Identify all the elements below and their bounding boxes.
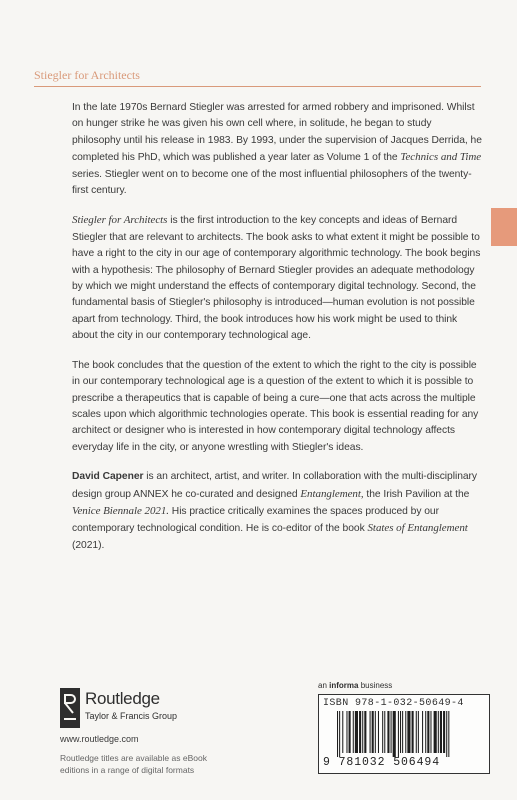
publisher-group: Taylor & Francis Group xyxy=(85,711,178,721)
publisher-website: www.routledge.com xyxy=(60,734,139,744)
barcode-bar xyxy=(342,711,343,753)
barcode-bar xyxy=(370,711,371,753)
publisher-name: Routledge xyxy=(85,689,160,708)
barcode-digits: 9 781032 506494 xyxy=(323,756,441,769)
text: His practice critically examines the spaces produced by our contemporary technological condition. He is co-editor of the book xyxy=(72,505,439,535)
barcode-bar xyxy=(337,711,338,757)
blurb-paragraph-3: The book concludes that the question of the extent to which the right to the city is possible in our contemporary technological age is a question of the extent to which it is possible to prescribe a therapeutics that is capable of being a cure—one that acts across the multiple scales upon which algorithmic technologies operate. This book is essential reading for any architect or designer who is interested in how contemporary digital technology affects everyday life in the city, or anyone wrestling with Stiegler's ideas. xyxy=(72,359,479,453)
barcode-bar xyxy=(384,711,385,753)
barcode-bar xyxy=(448,711,449,757)
series-divider xyxy=(34,86,481,87)
barcode-bar xyxy=(402,711,403,753)
italic-title: Entanglement, xyxy=(300,487,364,500)
barcode-bar xyxy=(362,711,363,753)
barcode-bar xyxy=(353,711,354,753)
barcode-bar xyxy=(375,711,376,753)
publisher-logo xyxy=(60,688,200,728)
barcode-graphic xyxy=(337,711,482,757)
barcode-bar xyxy=(440,711,442,753)
italic-title: States of Entanglement xyxy=(367,522,468,535)
book-series-title: Technics and Time xyxy=(400,151,482,164)
barcode-bar xyxy=(412,711,414,753)
informa-tag xyxy=(318,681,392,690)
barcode-bar xyxy=(416,711,417,753)
barcode-bar xyxy=(346,711,347,753)
barcode-bar xyxy=(418,711,419,753)
barcode-bar xyxy=(438,711,439,753)
series-title: Stiegler for Architects xyxy=(34,68,140,82)
barcode-bar xyxy=(393,711,396,757)
text: an xyxy=(318,681,330,690)
text: (2021). xyxy=(72,539,105,551)
barcode-bar xyxy=(355,711,358,753)
barcode-bar xyxy=(407,711,410,753)
blurb-paragraph-1 xyxy=(72,100,482,199)
barcode-bar xyxy=(398,711,399,757)
text: the Irish Pavilion at the xyxy=(363,488,470,500)
author-bio xyxy=(72,469,482,554)
blurb-paragraph-2 xyxy=(72,212,482,344)
text: is the first introduction to the key concepts and ideas of Bernard Stiegler that are relevant to architects. The book asks to what extent it might be possible to have a right to the city in our age of contemporary algorithmic technology. The book begins with a hypothesis: The philosophy of Bernard Stiegler provides an adequate methodology by which we might understand the effects of contemporary digital technology. Second, the fundamental basis of Stiegler's philosophy is introduced—human evolution is not possible apart from technology. Third, the book introduces how his work might be used to think about the city in our contemporary technological age. xyxy=(72,215,481,342)
text: series. Stiegler went on to become one of the most influential philosophers of the twenty-first century. xyxy=(72,168,472,197)
italic-title: Venice Biennale 2021. xyxy=(72,504,169,517)
barcode-bar xyxy=(427,711,429,753)
routledge-logo-icon xyxy=(60,688,80,728)
barcode-bar xyxy=(425,711,426,753)
barcode-bar xyxy=(339,711,340,757)
informa-word: informa xyxy=(329,681,359,690)
blurb xyxy=(72,100,482,567)
barcode-bar xyxy=(422,711,423,753)
barcode-bar xyxy=(382,711,383,753)
barcode-bar xyxy=(430,711,431,753)
barcode-bar xyxy=(443,711,445,753)
barcode-bar xyxy=(359,711,361,753)
text: is an architect, artist, and writer. In collaboration with the multi-disciplinary design group ANNEX he co-curated and designed xyxy=(72,471,478,500)
isbn-label: ISBN 978-1-032-50649-4 xyxy=(323,698,464,709)
barcode-bar xyxy=(400,711,401,753)
author-name: David Capener xyxy=(72,471,144,483)
barcode-bar xyxy=(391,711,392,753)
book-title: Stiegler for Architects xyxy=(72,214,168,227)
barcode-bar xyxy=(387,711,389,753)
barcode-bar xyxy=(364,711,366,753)
barcode-bar xyxy=(378,711,379,753)
ebook-note: Routledge titles are available as eBook editions in a range of digital formats xyxy=(60,753,207,775)
barcode-bar xyxy=(405,711,406,753)
barcode-bar xyxy=(434,711,437,753)
text: In the late 1970s Bernard Stiegler was arrested for armed robbery and imprisoned. Whilst on hunger strike he was given his own cell where, in solitude, he began to study philosophy until his release in 1983. By 1993, under the supervision of Jacques Derrida, he completed his PhD, which was published a year later as Volume 1 of the xyxy=(72,102,482,164)
color-tab xyxy=(491,208,517,246)
text: business xyxy=(358,681,393,690)
barcode-bar xyxy=(349,711,351,753)
barcode-bar xyxy=(446,711,447,757)
barcode-bar xyxy=(372,711,374,753)
